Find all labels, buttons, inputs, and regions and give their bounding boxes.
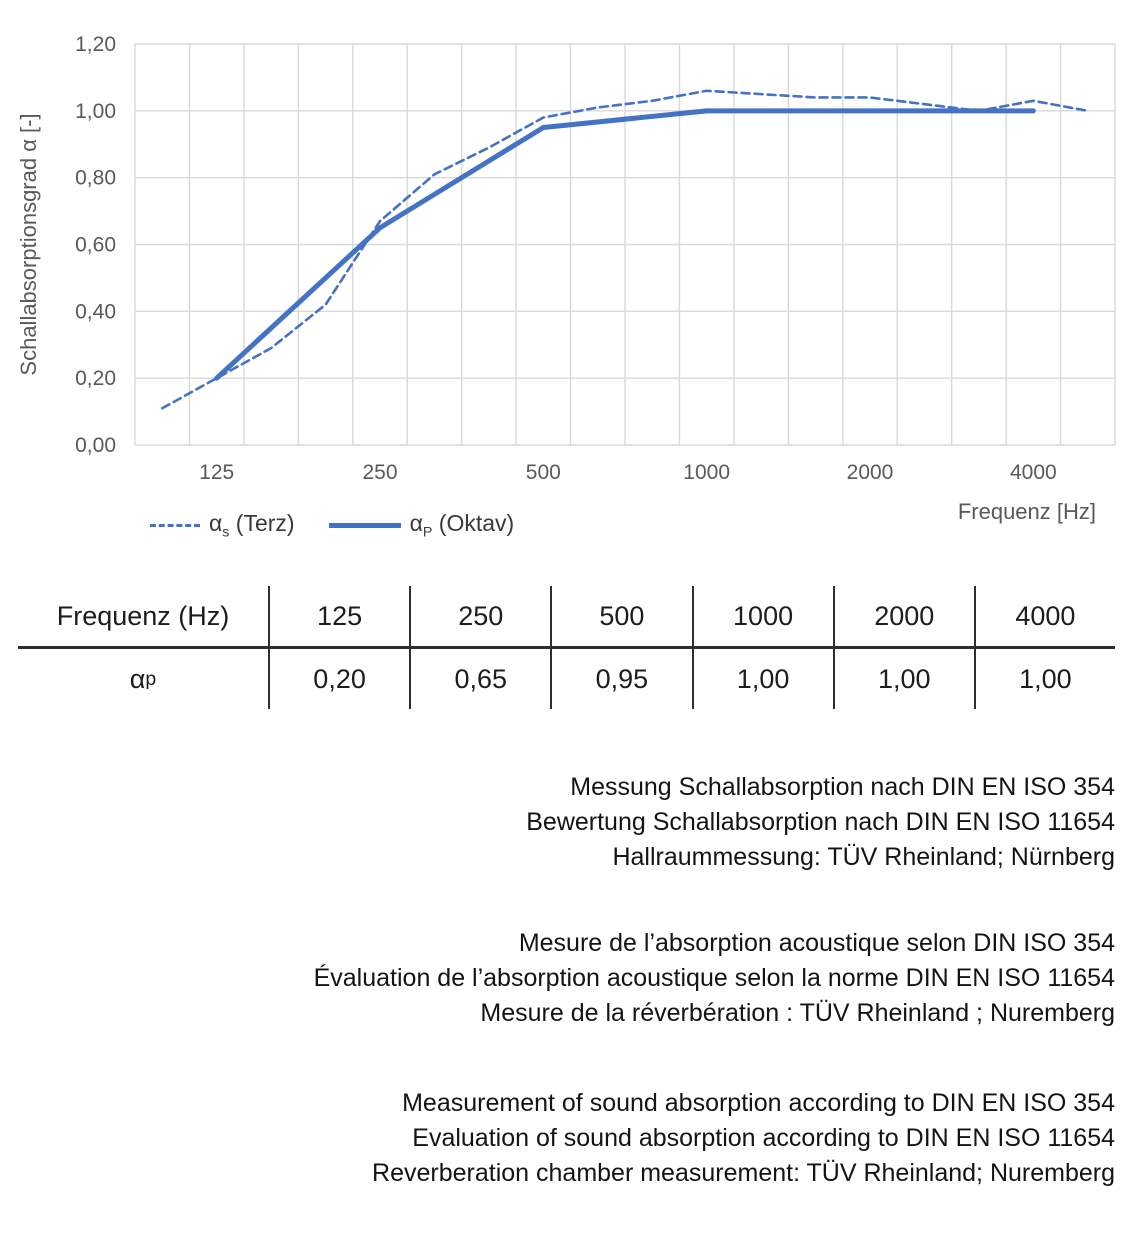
x-tick-label: 125 bbox=[199, 461, 235, 484]
legend-label-alpha-p: $\alpha_P$ (Oktav) bbox=[409, 510, 515, 541]
y-tick-label: 0,60 bbox=[75, 233, 116, 257]
dashed-line-sample bbox=[150, 524, 200, 527]
table-row-label-alpha-p: α p bbox=[129, 663, 157, 694]
x-tick-label: 2000 bbox=[846, 461, 894, 484]
table-header-frequency: Frequenz (Hz) bbox=[18, 586, 268, 649]
note-english bbox=[20, 1086, 1115, 1191]
legend-label-alpha-s: $\alpha_s$ (Terz) bbox=[209, 510, 295, 541]
x-tick-label: 250 bbox=[362, 461, 398, 484]
table-header-4000: 4000 bbox=[974, 586, 1115, 649]
note-line: Evaluation of sound absorption according to DIN EN ISO 11654 bbox=[412, 1124, 1115, 1152]
y-axis-title: Schallabsorptionsgrad α [-] bbox=[16, 113, 41, 376]
table-header-250: 250 bbox=[409, 586, 550, 649]
chart-svg bbox=[0, 0, 1135, 560]
y-tick-label: 0,80 bbox=[75, 166, 116, 190]
table-value-250: 0,65 bbox=[409, 649, 550, 709]
absorption-chart bbox=[0, 0, 1135, 560]
table-header-500: 500 bbox=[550, 586, 691, 649]
note-line: Measurement of sound absorption according to DIN EN ISO 354 bbox=[402, 1089, 1115, 1117]
note-french bbox=[20, 926, 1115, 1031]
note-line: Mesure de la réverbération : TÜV Rheinland ; Nuremberg bbox=[480, 999, 1115, 1027]
table-value-500: 0,95 bbox=[550, 649, 691, 709]
note-line: Bewertung Schallabsorption nach DIN EN ISO 11654 bbox=[526, 808, 1115, 836]
note-line: Hallraummessung: TÜV Rheinland; Nürnberg bbox=[612, 843, 1115, 871]
note-line: Reverberation chamber measurement: TÜV Rheinland; Nuremberg bbox=[372, 1159, 1115, 1187]
y-tick-label: 1,20 bbox=[75, 33, 116, 56]
chart-legend bbox=[150, 510, 514, 541]
table-header-125: 125 bbox=[268, 586, 409, 649]
x-tick-label: 500 bbox=[525, 461, 561, 484]
table-value-2000: 1,00 bbox=[833, 649, 974, 709]
note-line: Mesure de l’absorption acoustique selon DIN ISO 354 bbox=[518, 929, 1115, 957]
y-tick-label: 0,20 bbox=[75, 367, 116, 391]
note-german bbox=[20, 770, 1115, 875]
legend-item-alpha-p bbox=[329, 510, 515, 541]
x-axis-title: Frequenz [Hz] bbox=[957, 499, 1096, 524]
x-tick-label: 4000 bbox=[1009, 461, 1057, 484]
table-header-2000: 2000 bbox=[833, 586, 974, 649]
y-tick-label: 0,00 bbox=[75, 434, 116, 457]
y-tick-label: 0,40 bbox=[75, 300, 116, 324]
note-line: Évaluation de l’absorption acoustique selon la norme DIN EN ISO 11654 bbox=[313, 964, 1115, 992]
table-value-1000: 1,00 bbox=[692, 649, 833, 709]
table-value-4000: 1,00 bbox=[974, 649, 1115, 709]
y-tick-label: 1,00 bbox=[75, 99, 116, 123]
table-value-125: 0,20 bbox=[268, 649, 409, 709]
alpha-p-table bbox=[18, 586, 1115, 709]
note-line: Messung Schallabsorption nach DIN EN ISO 354 bbox=[570, 773, 1115, 801]
table-header-1000: 1000 bbox=[692, 586, 833, 649]
solid-line-sample bbox=[329, 523, 401, 528]
legend-item-alpha-s bbox=[150, 510, 295, 541]
x-tick-label: 1000 bbox=[683, 461, 731, 484]
